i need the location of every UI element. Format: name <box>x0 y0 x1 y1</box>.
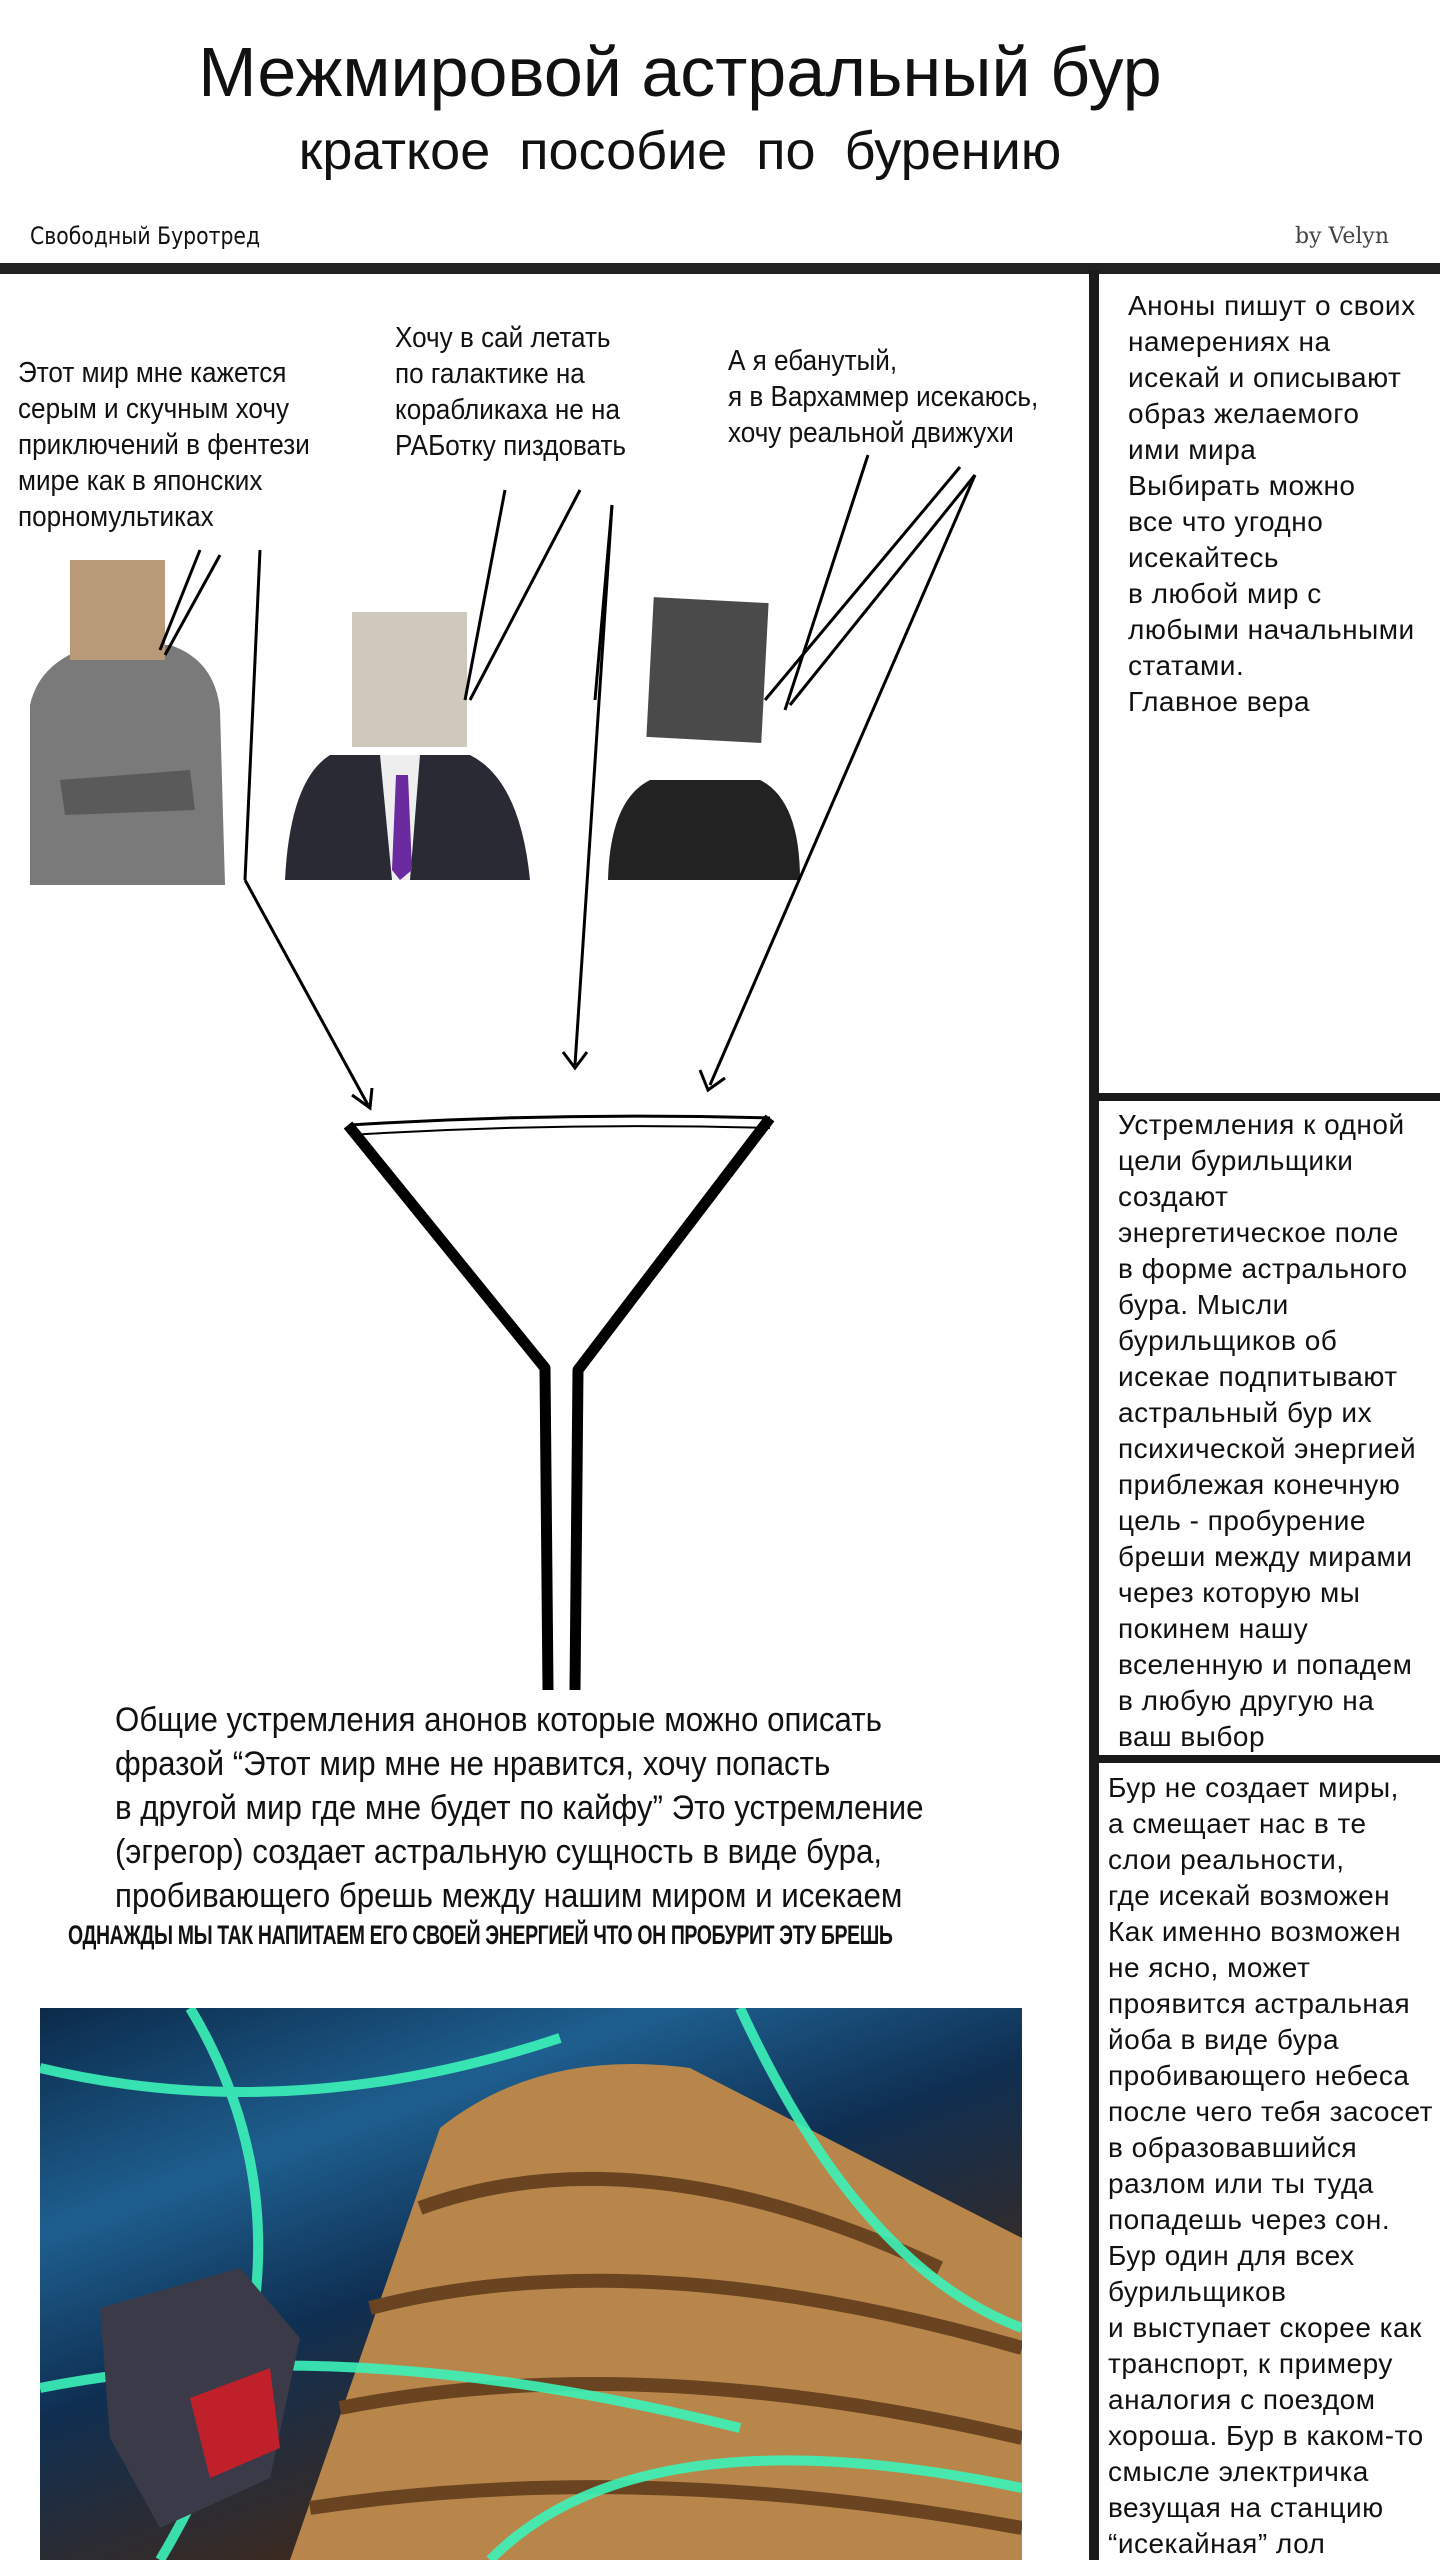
sidebar-panel-3-text: Бур не создает миры, а смещает нас в те слои реальности, где исекай возможен Как именно возможен не ясно, может проявится астральная йоба в виде бура пробивающего небеса после чего тебя засосет в образовавшийся разлом или ты туда попадешь через сон. Бур один для всех бурильщиков и выступает скорее как транспорт, к примеру аналогия с поездом хороша. Бур в каком-то смысле электричка везущая на станцию “исекайная” лол <box>1108 1772 1433 2559</box>
main-explanation: Общие устремления анонов которые можно описать фразой “Этот мир мне не нравится, хочу попасть в другой мир где мне будет по кайфу” Это устремление (эгрегор) создает астральную сущность в виде бура, пробивающего брешь между нашим миром и исекаем <box>115 1701 924 1915</box>
page-subtitle: краткое пособие по бурению <box>298 121 1062 181</box>
bold-caption: ОДНАЖДЫ МЫ ТАК НАПИТАЕМ ЕГО СВОЕЙ ЭНЕРГИЕЙ ЧТО ОН ПРОБУРИТ ЭТУ БРЕШЬ <box>68 1920 893 1950</box>
sidebar-panel-1-text: Аноны пишут о своих намерениях на исекай и описывают образ желаемого ими мира Выбирать можно все что угодно исекайтесь в любой мир с любыми начальными статами. Главное вера <box>1128 290 1416 717</box>
page-title: Межмировой астральный бур <box>198 33 1162 111</box>
funnel-shape <box>348 1116 770 1690</box>
sidebar-divider-1 <box>1089 1093 1440 1101</box>
drill-artwork <box>40 2008 1022 2560</box>
thread-label: Свободный Буротред <box>30 222 261 250</box>
author-signature: by Velyn <box>1295 224 1390 249</box>
speech-anon-3: А я ебанутый, я в Вархаммер исекаюсь, хочу реальной движухи <box>728 345 1039 449</box>
speech-anon-2: Хочу в сай летать по галактике на корабликаха не на РАБотку пиздовать <box>395 322 627 462</box>
sidebar-panel-2-text: Устремления к одной цели бурильщики создают энергетическое поле в форме астрального бура. Мысли бурильщиков об исекае подпитывают астральный бур их психической энергией приблежая конечную цель - пробурение бреши между мирами через которую мы покинем нашу вселенную и попадем в любую другую на ваш выбор <box>1118 1109 1417 1752</box>
sidebar-divider-2 <box>1089 1755 1440 1763</box>
arrows-to-funnel <box>245 475 975 1108</box>
column-divider <box>1089 270 1099 2560</box>
drill-anime-image <box>40 2008 1022 2560</box>
speech-pointer-lines <box>160 455 975 880</box>
speech-anon-1: Этот мир мне кажется серым и скучным хочу приключений в фентези мире как в японских порномультиках <box>18 357 310 533</box>
